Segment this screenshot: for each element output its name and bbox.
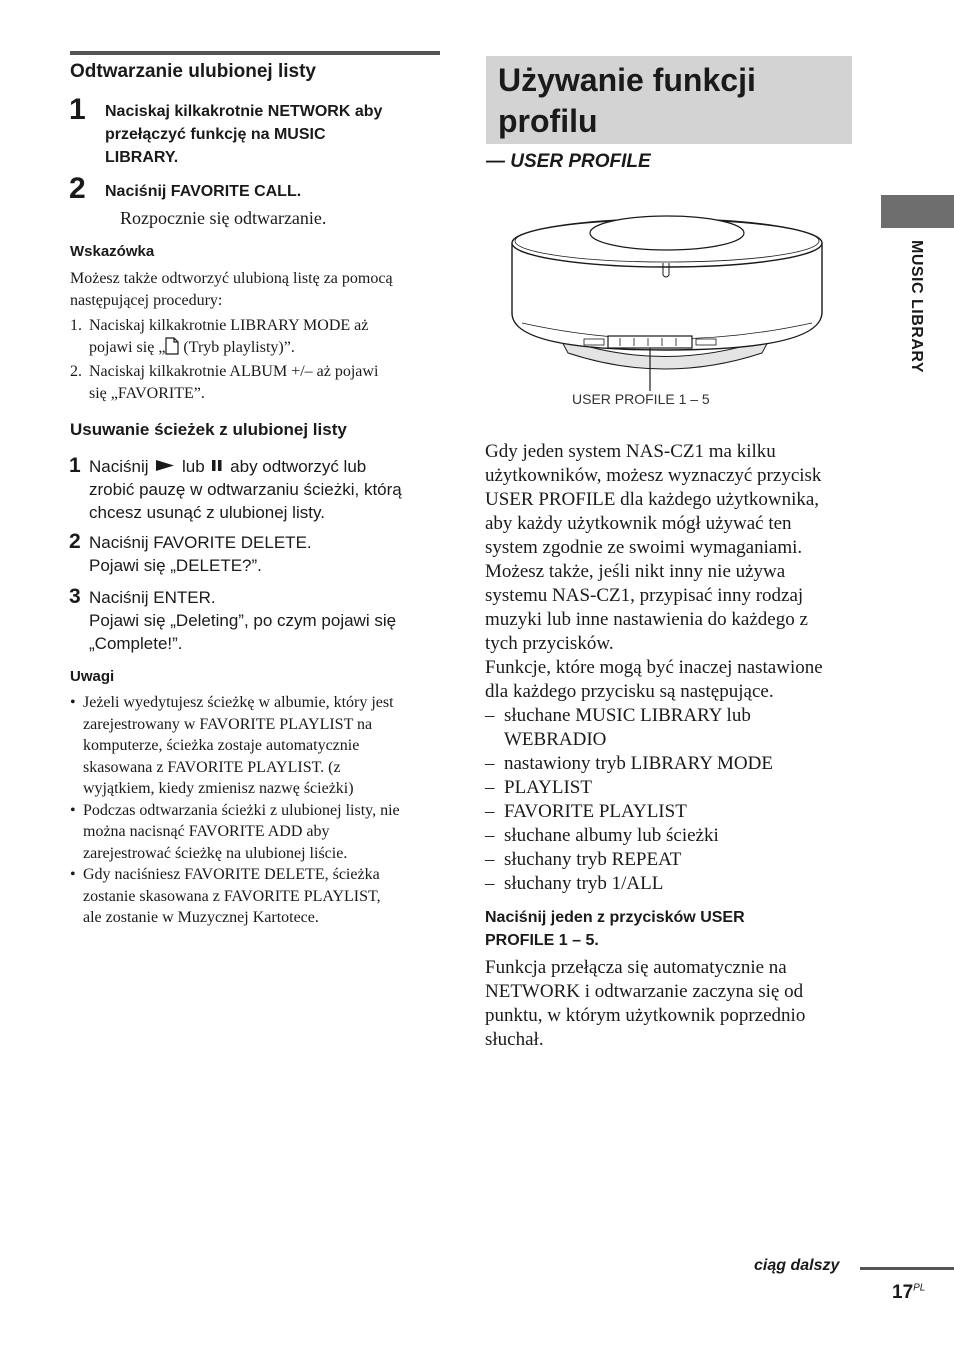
- result-line: NETWORK i odtwarzanie zaczyna się od: [485, 981, 804, 1002]
- step-1-line: LIBRARY.: [105, 149, 179, 166]
- tip-item-1: [70, 315, 445, 359]
- notes-heading: Uwagi: [70, 668, 115, 685]
- remove-step-3-line: Naciśnij ENTER.: [89, 588, 216, 607]
- step-2-result: Rozpocznie się odtwarzanie.: [120, 208, 327, 228]
- settings-list: [485, 704, 865, 896]
- page-title-line: profilu: [498, 103, 598, 139]
- tip-item-number: 1.: [70, 317, 82, 334]
- tip-item-2: [70, 361, 445, 405]
- device-illustration: [500, 205, 835, 405]
- side-tab-label: [905, 240, 925, 440]
- footer-rule: [860, 1267, 954, 1270]
- body-line: muzyki lub inne nastawienia do każdego z: [485, 609, 808, 630]
- body-line: Funkcje, które mogą być inaczej nastawione: [485, 657, 823, 678]
- remove-step-1-line: zrobić pauzę w odtwarzaniu ścieżki, którą: [89, 480, 402, 499]
- note-line: ale zostanie w Muzycznej Kartotece.: [83, 909, 319, 926]
- step-number-1: 1: [69, 93, 86, 126]
- note-line: komputerze, ścieżka zostaje automatycznie: [83, 737, 360, 754]
- list-line: – FAVORITE PLAYLIST: [504, 801, 687, 822]
- list-line: – słuchany tryb 1/ALL: [504, 873, 664, 894]
- body-line: tych przycisków.: [485, 633, 614, 654]
- note-line: skasowana z FAVORITE PLAYLIST. (z: [83, 758, 341, 776]
- remove-step-1-text: [89, 455, 449, 524]
- result-line: punktu, w którym użytkownik poprzednio: [485, 1005, 806, 1026]
- tip-item-number: 2.: [70, 363, 82, 380]
- result-paragraph: [485, 956, 865, 1052]
- body-line: aby każdy użytkownik mógł używać ten: [485, 513, 792, 534]
- remove-step-2-text: [89, 531, 449, 577]
- profile-step-line: PROFILE 1 – 5.: [485, 932, 599, 949]
- settings-list-item: [485, 704, 865, 752]
- note-line: • Gdy naciśniesz FAVORITE DELETE, ścieżka: [83, 866, 380, 883]
- list-line: WEBRADIO: [504, 729, 607, 750]
- top-rule: [70, 51, 440, 55]
- play-icon: [154, 459, 176, 472]
- note-line: zostanie skasowana z FAVORITE PLAYLIST,: [83, 887, 381, 905]
- profile-step-instruction: [485, 906, 845, 952]
- side-tab-text: MUSIC LIBRARY: [908, 240, 925, 374]
- result-line: Funkcja przełącza się automatycznie na: [485, 957, 787, 978]
- tip-body: [70, 268, 445, 405]
- body-line: użytkowników, możesz wyznaczyć przycisk: [485, 465, 822, 486]
- note-item: [70, 692, 450, 800]
- page-number: [892, 1282, 925, 1304]
- note-line: zarejestrować ścieżkę na ulubionej liście.: [83, 844, 348, 862]
- list-line: – PLAYLIST: [504, 777, 592, 798]
- list-line: – słuchane albumy lub ścieżki: [504, 825, 719, 846]
- body-line: system zgodnie ze swoimi wymaganiami.: [485, 537, 803, 558]
- step-2-text: Naciśnij FAVORITE CALL.: [105, 183, 302, 200]
- continued-label: ciąg dalszy: [754, 1257, 840, 1274]
- tip-item-text: pojawi się „: [89, 339, 166, 356]
- tip-item-line: się „FAVORITE”.: [89, 385, 205, 402]
- profile-step-line: Naciśnij jeden z przycisków USER: [485, 909, 745, 926]
- note-line: wyjątkiem, kiedy zmienisz nazwę ścieżki): [83, 780, 354, 797]
- list-line: – słuchany tryb REPEAT: [504, 849, 682, 870]
- section-heading-play-favorites: Odtwarzanie ulubionej listy: [70, 61, 316, 82]
- user-profile-buttons: [608, 336, 692, 348]
- result-line: słuchał.: [485, 1029, 544, 1050]
- body-line: systemu NAS-CZ1, przypisać inny rodzaj: [485, 585, 804, 606]
- step-1-line: Naciskaj kilkakrotnie NETWORK aby: [105, 103, 383, 120]
- body-line: Gdy jeden system NAS-CZ1 ma kilku: [485, 441, 776, 462]
- remove-step-2-line: Naciśnij FAVORITE DELETE.: [89, 533, 312, 552]
- page-subtitle: — USER PROFILE: [486, 151, 651, 172]
- note-item: [70, 864, 450, 929]
- note-item: [70, 800, 450, 865]
- tip-heading: Wskazówka: [70, 243, 155, 260]
- page-number-suffix: PL: [913, 1282, 926, 1294]
- remove-step-1-text-a: Naciśnij: [89, 457, 149, 476]
- settings-list-item: [485, 848, 865, 872]
- list-line: – słuchane MUSIC LIBRARY lub: [504, 705, 751, 726]
- body-line: USER PROFILE dla każdego użytkownika,: [485, 489, 820, 510]
- remove-step-2-line: Pojawi się „DELETE?”.: [89, 556, 262, 575]
- body-line: dla każdego przycisku są następujące.: [485, 681, 774, 702]
- list-line: – nastawiony tryb LIBRARY MODE: [504, 753, 773, 774]
- step-number-3: 3: [69, 585, 81, 608]
- remove-step-3-line: Pojawi się „Deleting”, po czym pojawi się: [89, 611, 397, 630]
- settings-list-item: [485, 800, 865, 824]
- note-line: zarejestrowany w FAVORITE PLAYLIST na: [83, 715, 373, 733]
- intro-paragraph: [485, 440, 865, 896]
- remove-step-1-text-b: lub: [182, 457, 205, 476]
- note-line: • Jeżeli wyedytujesz ścieżkę w albumie, który jest: [83, 694, 394, 711]
- remove-step-1-line: [89, 455, 449, 478]
- remove-step-3-text: [89, 586, 449, 655]
- remove-step-1-line: chcesz usunąć z ulubionej listy.: [89, 503, 325, 522]
- tip-intro-line: Możesz także odtworzyć ulubioną listę za pomocą: [70, 270, 393, 287]
- page-title: [498, 60, 756, 142]
- playlist-file-icon: [165, 337, 179, 355]
- step-number-1: 1: [69, 454, 81, 477]
- side-tab-marker: [881, 195, 954, 228]
- remove-step-3-line: „Complete!”.: [89, 634, 183, 653]
- tip-item-text: (Tryb playlisty)”.: [179, 339, 295, 356]
- note-line: można nacisnąć FAVORITE ADD aby: [83, 823, 330, 840]
- tip-item-line: Naciskaj kilkakrotnie ALBUM +/– aż pojawi: [89, 363, 379, 380]
- step-number-2: 2: [69, 530, 81, 553]
- settings-list-item: [485, 872, 865, 896]
- note-line: • Podczas odtwarzania ścieżki z ulubionej listy, nie: [83, 801, 400, 819]
- settings-list-item: [485, 824, 865, 848]
- tip-intro-line: następującej procedury:: [70, 292, 223, 309]
- settings-list-item: [485, 752, 865, 776]
- step-1-text: [105, 100, 445, 169]
- tip-item-line: [89, 337, 445, 359]
- tip-item-line: Naciskaj kilkakrotnie LIBRARY MODE aż: [89, 317, 369, 334]
- section-heading-remove-tracks: Usuwanie ścieżek z ulubionej listy: [70, 420, 347, 439]
- pause-icon: [210, 459, 224, 472]
- page-number-value: 17: [892, 1282, 914, 1303]
- remove-step-1-text-c: aby odtworzyć lub: [230, 457, 367, 476]
- settings-list-item: [485, 776, 865, 800]
- step-1-line: przełączyć funkcję na MUSIC: [105, 126, 326, 143]
- page-title-line: Używanie funkcji: [498, 62, 756, 98]
- body-line: Możesz także, jeśli nikt inny nie używa: [485, 561, 786, 582]
- notes-list: [70, 692, 450, 929]
- step-number-2: 2: [69, 172, 86, 205]
- figure-label: USER PROFILE 1 – 5: [572, 391, 710, 407]
